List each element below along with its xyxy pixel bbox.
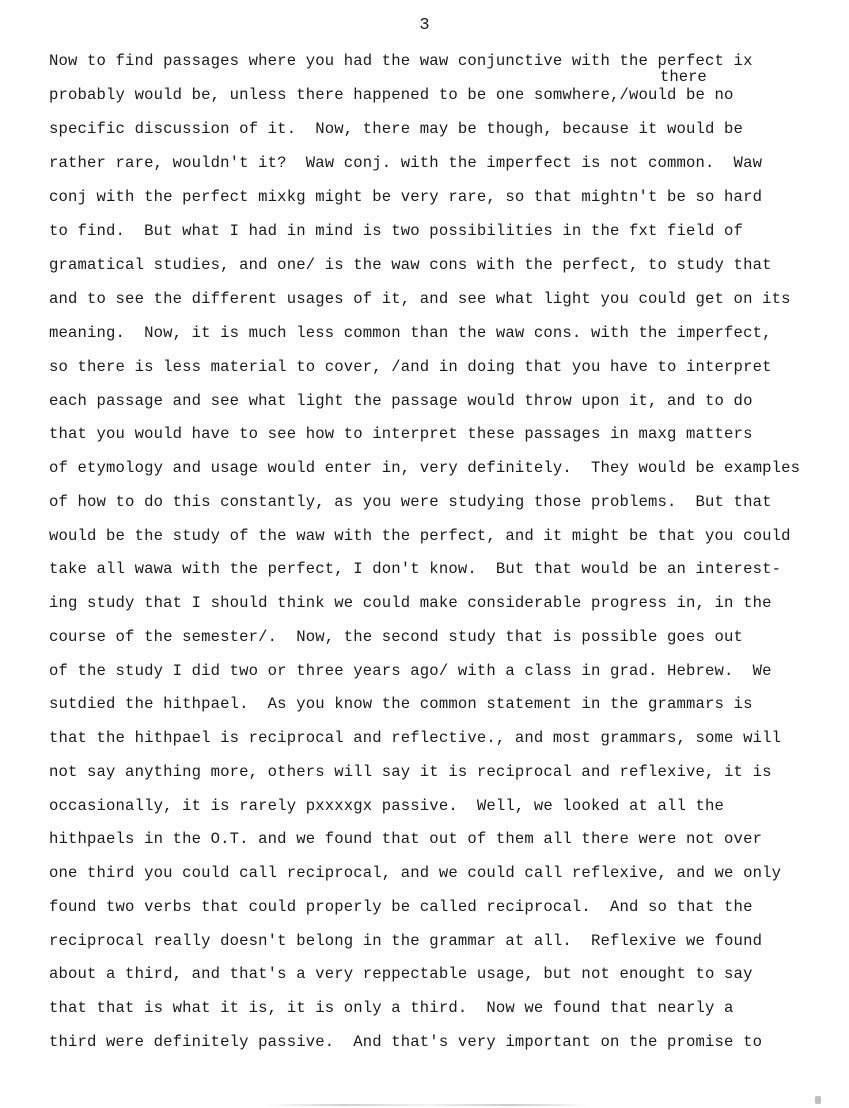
- text-line: ing study that I should think we could make considerable progress in, in the: [49, 594, 772, 612]
- text-line: to find. But what I had in mind is two possibilities in the fxt field of: [49, 222, 744, 240]
- text-line: about a third, and that's a very reppectable usage, but not enought to say: [49, 965, 753, 983]
- text-line: gramatical studies, and one/ is the waw cons with the perfect, to study that: [49, 256, 772, 274]
- text-line: and to see the different usages of it, and see what light you could get on its: [49, 290, 791, 308]
- text-line: take all wawa with the perfect, I don't know. But that would be an interest-: [49, 560, 782, 578]
- text-line: one third you could call reciprocal, and we could call reflexive, and we only: [49, 864, 782, 882]
- text-line: would be the study of the waw with the perfect, and it might be that you could: [49, 527, 791, 545]
- text-line: sutdied the hithpael. As you know the common statement in the grammars is: [49, 695, 753, 713]
- text-line: not say anything more, others will say it is reciprocal and reflexive, it is: [49, 763, 772, 781]
- text-line: hithpaels in the O.T. and we found that out of them all there were not over: [49, 830, 763, 848]
- text-line: that that is what it is, it is only a third. Now we found that nearly a: [49, 999, 734, 1017]
- text-line: of how to do this constantly, as you were studying those problems. But that: [49, 493, 772, 511]
- text-line: each passage and see what light the passage would throw upon it, and to do: [49, 392, 753, 410]
- text-line: occasionally, it is rarely pxxxxgx passive. Well, we looked at all the: [49, 797, 725, 815]
- scan-smudge: [262, 1104, 592, 1106]
- text-line: probably would be, unless there happened to be one somwhere,/would be no: [49, 86, 734, 104]
- text-line: third were definitely passive. And that's very important on the promise to: [49, 1033, 763, 1051]
- text-line: specific discussion of it. Now, there may be though, because it would be: [49, 120, 744, 138]
- text-line: that the hithpael is reciprocal and reflective., and most grammars, some will: [49, 729, 782, 747]
- text-line: Now to find passages where you had the waw conjunctive with the perfect ix: [49, 52, 753, 70]
- page-number: 3: [419, 16, 430, 35]
- text-line: found two verbs that could properly be called reciprocal. And so that the: [49, 898, 753, 916]
- text-line: meaning. Now, it is much less common than the waw cons. with the imperfect,: [49, 324, 772, 342]
- interlinear-insertion: there: [660, 68, 707, 86]
- text-line: conj with the perfect mixkg might be very rare, so that mightn't be so hard: [49, 188, 763, 206]
- scan-speck: [815, 1096, 821, 1104]
- text-line: course of the semester/. Now, the second study that is possible goes out: [49, 628, 744, 646]
- text-line: of etymology and usage would enter in, very definitely. They would be examples: [49, 459, 801, 477]
- text-line: of the study I did two or three years ago/ with a class in grad. Hebrew. We: [49, 662, 772, 680]
- text-line: that you would have to see how to interpret these passages in maxg matters: [49, 425, 753, 443]
- text-line: so there is less material to cover, /and in doing that you have to interpret: [49, 358, 772, 376]
- text-line: rather rare, wouldn't it? Waw conj. with the imperfect is not common. Waw: [49, 154, 763, 172]
- text-line: reciprocal really doesn't belong in the grammar at all. Reflexive we found: [49, 932, 763, 950]
